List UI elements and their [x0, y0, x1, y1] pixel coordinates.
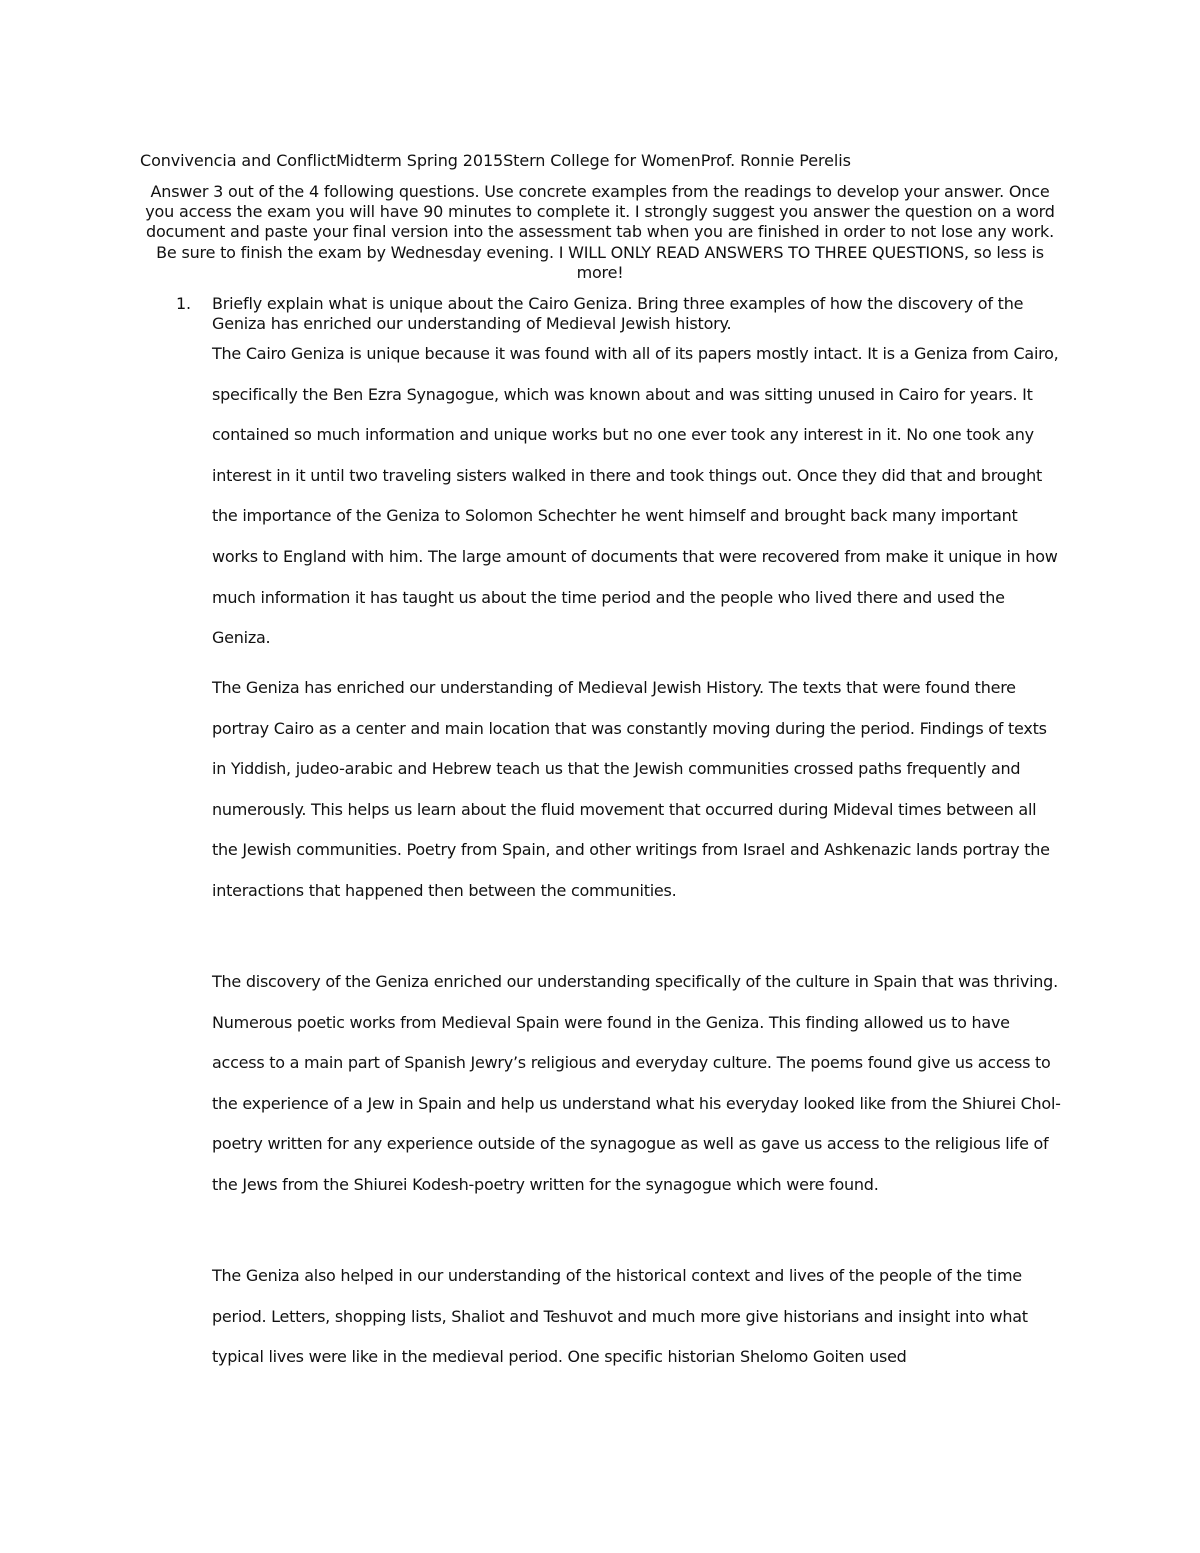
answer-paragraph: The Geniza has enriched our understanding of Medieval Jewish History. The texts that were found there portray Cairo as a center and main location that was constantly moving during the period. Findings of texts in Yiddish, judeo-arabic and Hebrew teach us that the Jewish communities crossed paths frequently and numerously. This helps us learn about the fluid movement that occurred during Mideval times between all the Jewish communities. Poetry from Spain, and other writings from Israel and Ashkenazic lands portray the interactions that happened then between the communities. [212, 678, 1050, 900]
exam-instructions: Answer 3 out of the 4 following questions. Use concrete examples from the readings to develop your answer. Once you access the exam you will have 90 minutes to complete it. I strongly suggest you answer the question on a word document and paste your final version into the assessment tab when you are finished in order to not lose any work. Be sure to finish the exam by Wednesday evening. I WILL ONLY READ ANSWERS TO THREE QUESTIONS, so less is more! [145, 182, 1055, 282]
document-header: Convivencia and ConflictMidterm Spring 2015Stern College for WomenProf. Ronnie Perelis [140, 151, 851, 170]
answer-paragraph: The Geniza also helped in our understanding of the historical context and lives of the people of the time period. Letters, shopping lists, Shaliot and Teshuvot and much more give historians and insight into what typical lives were like in the medieval period. One specific historian Shelomo Goiten used [212, 1266, 1028, 1367]
answer-paragraph: The discovery of the Geniza enriched our understanding specifically of the culture in Spain that was thriving. Numerous poetic works from Medieval Spain were found in the Geniza. This finding allowed us to have access to a main part of Spanish Jewry’s religious and everyday culture. The poems found give us access to the experience of a Jew in Spain and help us understand what his everyday looked like from the Shiurei Chol-poetry written for any experience outside of the synagogue as well as gave us access to the religious life of the Jews from the Shiurei Kodesh-poetry written for the synagogue which were found. [212, 972, 1061, 1194]
answer-paragraph: The Cairo Geniza is unique because it was found with all of its papers mostly intact. It is a Geniza from Cairo, specifically the Ben Ezra Synagogue, which was known about and was sitting unused in Cairo for years. It contained so much information and unique works but no one ever took any interest in it. No one took any interest in it until two traveling sisters walked in there and took things out. Once they did that and brought the importance of the Geniza to Solomon Schechter he went himself and brought back many important works to England with him. The large amount of documents that were recovered from make it unique in how much information it has taught us about the time period and the people who lived there and used the Geniza. [212, 344, 1059, 648]
question-1 [176, 294, 1056, 334]
question-number: 1. [176, 294, 191, 313]
question-text: Briefly explain what is unique about the Cairo Geniza. Bring three examples of how the discovery of the Geniza has enriched our understanding of Medieval Jewish history. [212, 294, 1024, 334]
